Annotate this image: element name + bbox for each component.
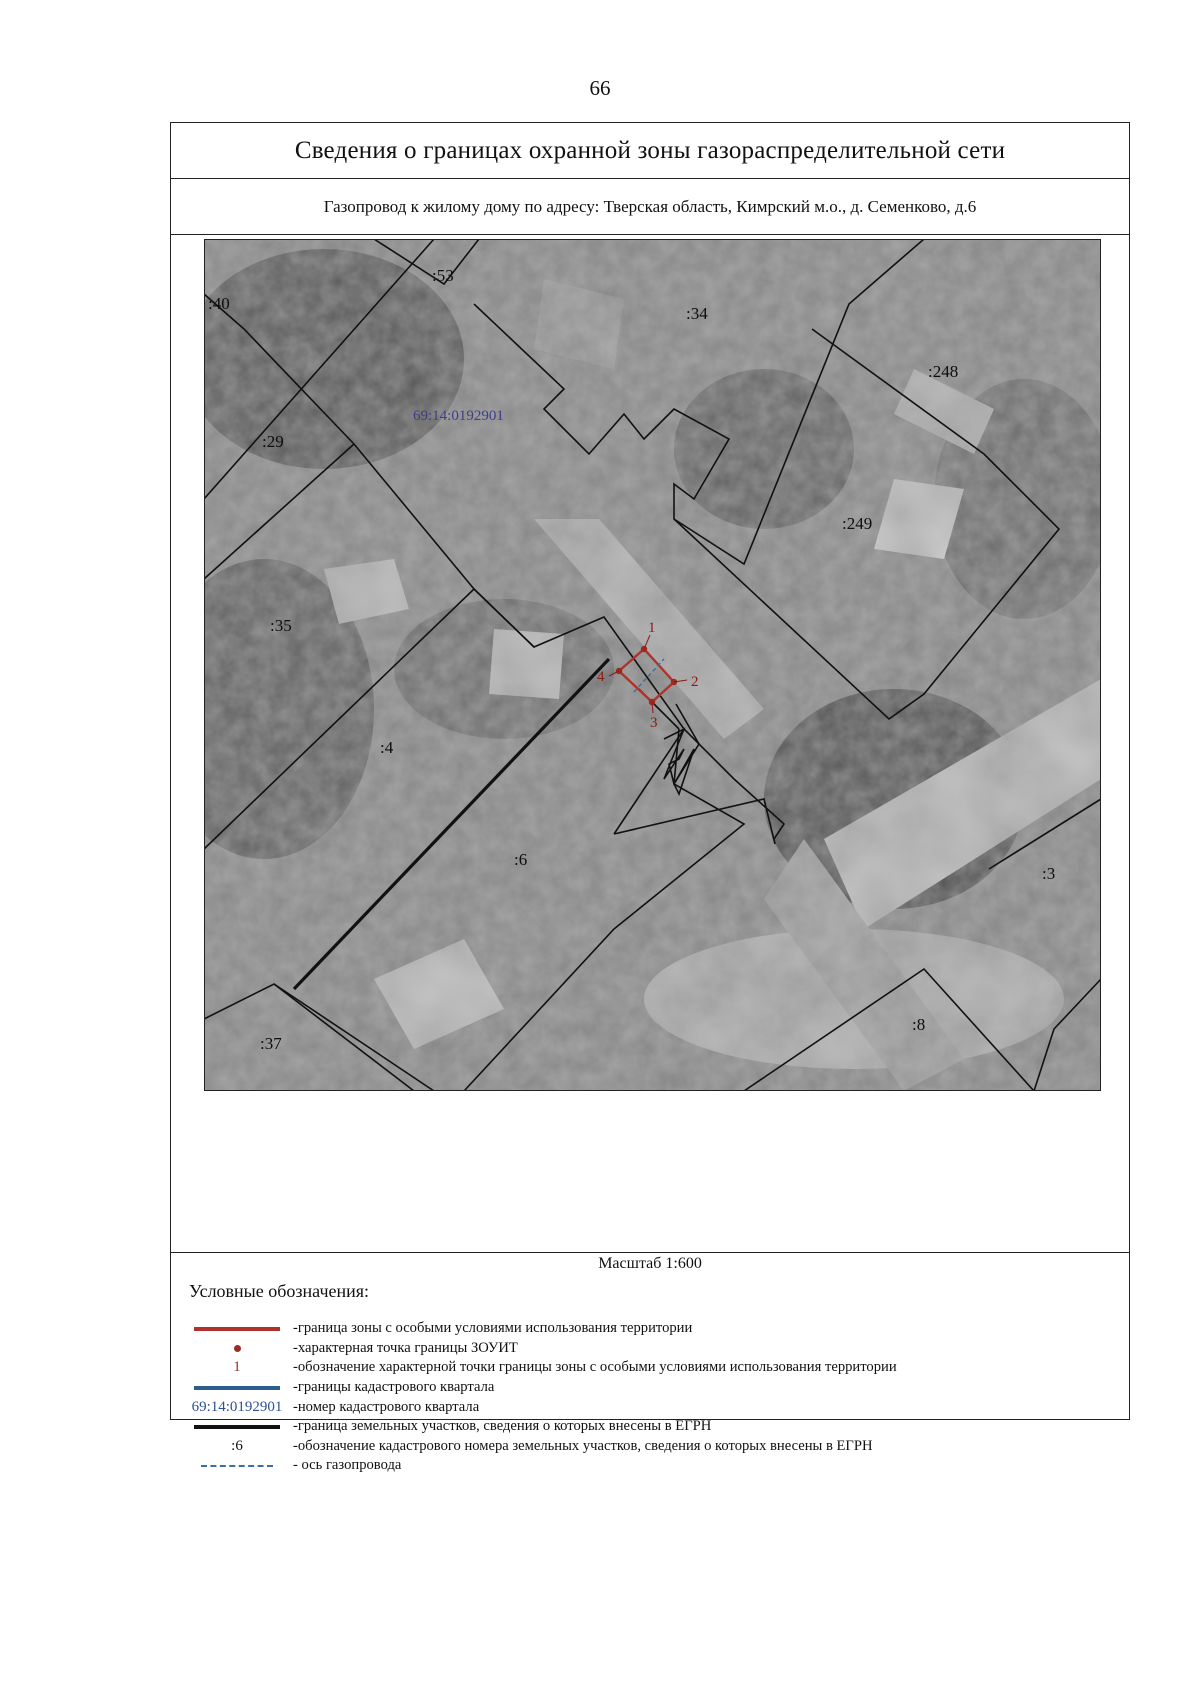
legend-item-zone-point <box>183 1339 1123 1359</box>
zone-point-label-1: 1 <box>648 620 656 636</box>
legend-item-label: -номер кадастрового квартала <box>293 1398 480 1415</box>
dashed-line-icon <box>183 1456 291 1476</box>
red-line-icon <box>183 1319 291 1339</box>
legend-item-label: -граница зоны с особыми условиями использования территории <box>293 1320 693 1337</box>
blue-line-icon <box>183 1378 291 1398</box>
zone-point-label-4: 4 <box>597 669 605 685</box>
sheet-title: Сведения о границах охранной зоны газораспределительной сети <box>171 123 1129 179</box>
zone-point-label-2: 2 <box>691 674 699 690</box>
legend-item-label: -характерная точка границы ЗОУИТ <box>293 1339 518 1356</box>
parcel-label: :8 <box>912 1015 926 1034</box>
legend-item-zone-boundary <box>183 1319 1123 1339</box>
aerial-imagery <box>204 239 1101 1091</box>
legend-item-parcel-number <box>183 1437 1123 1457</box>
map-area <box>171 235 1129 1253</box>
legend-item-label: -обозначение кадастрового номера земельных участков, сведения о которых внесены в ЕГРН <box>293 1437 873 1454</box>
parcel-label: :248 <box>928 362 959 381</box>
map-sheet-frame <box>170 122 1130 1474</box>
legend-title: Условные обозначения: <box>189 1281 370 1301</box>
legend-item-parcel-boundary <box>183 1417 1123 1437</box>
map-scale: Масштаб 1:600 <box>598 1255 702 1272</box>
black-line-icon <box>183 1417 291 1437</box>
legend-item-quarter-number <box>183 1397 1123 1417</box>
parcel-label: :4 <box>380 738 394 757</box>
legend <box>183 1319 1123 1476</box>
legend-item-label: -граница земельных участков, сведения о которых внесены в ЕГРН <box>293 1418 712 1435</box>
parcel-label: :35 <box>270 616 292 635</box>
quarter-number-label: 69:14:0192901 <box>413 408 504 424</box>
parcel-label: :40 <box>208 294 230 313</box>
sheet-subtitle: Газопровод к жилому дому по адресу: Тверская область, Кимрский м.о., д. Семенково, д.6 <box>171 179 1129 235</box>
parcel-label: :249 <box>842 514 873 533</box>
parcel-label: :6 <box>514 850 528 869</box>
parcel-label: :34 <box>686 304 708 323</box>
legend-item-label: -границы кадастрового квартала <box>293 1379 495 1396</box>
legend-symbol-text: 1 <box>233 1359 241 1376</box>
parcel-label: :37 <box>260 1034 282 1053</box>
aerial-map[interactable] <box>204 239 1101 1091</box>
legend-item-quarter-boundary <box>183 1378 1123 1398</box>
page-number: 66 <box>589 76 611 100</box>
legend-symbol-text: :6 <box>231 1437 243 1454</box>
parcel-label: :29 <box>262 432 284 451</box>
zone-point-label-3: 3 <box>650 715 658 731</box>
legend-item-label: - ось газопровода <box>293 1457 402 1474</box>
legend-item-pipeline-axis <box>183 1456 1123 1476</box>
parcel-label: :53 <box>432 266 454 285</box>
legend-item-point-designation <box>183 1358 1123 1378</box>
parcel-label: :3 <box>1042 864 1056 883</box>
legend-item-label: -обозначение характерной точки границы зоны с особыми условиями использования территории <box>293 1359 897 1376</box>
legend-symbol-text: 69:14:0192901 <box>191 1398 283 1415</box>
red-dot-icon <box>183 1339 291 1359</box>
